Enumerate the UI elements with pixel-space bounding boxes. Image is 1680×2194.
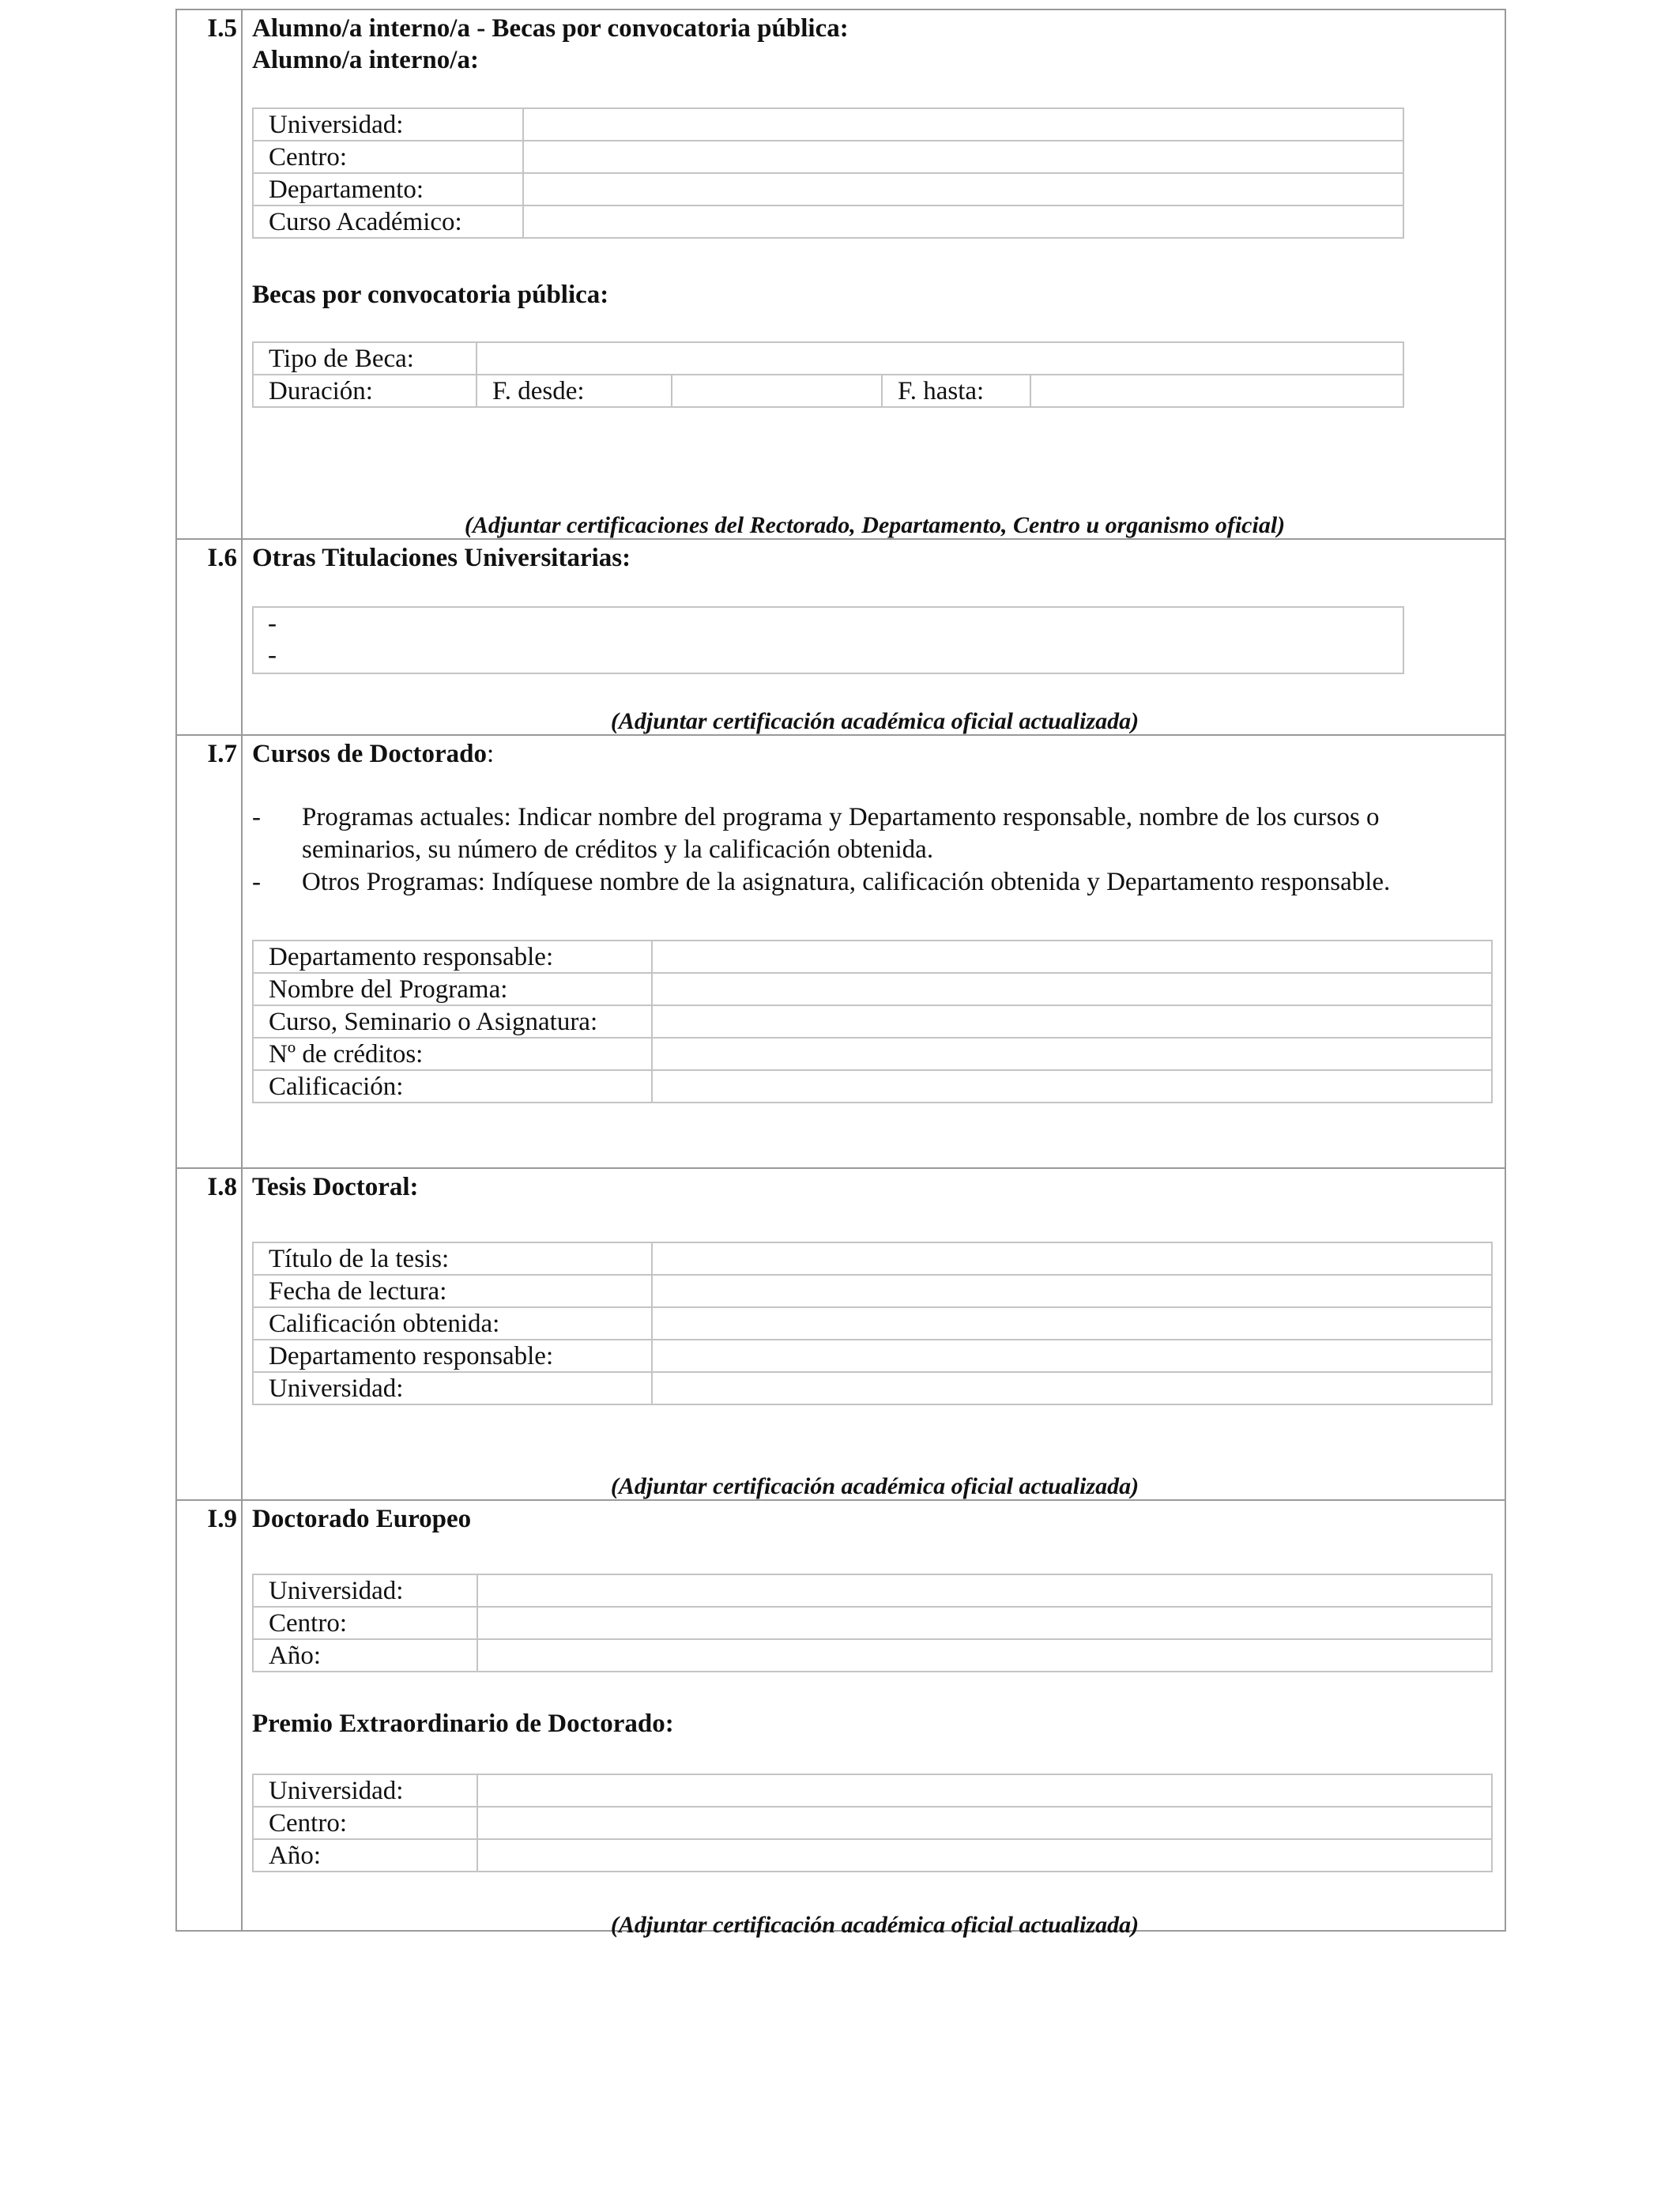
field-value-cell[interactable] — [672, 375, 882, 407]
table-row — [253, 1607, 1492, 1639]
field-label: Centro: — [253, 1607, 477, 1639]
section-subtitle: Alumno/a interno/a: — [252, 46, 479, 74]
field-label: F. desde: — [477, 375, 672, 407]
field-label: Centro: — [253, 141, 523, 173]
table-row — [253, 141, 1403, 173]
table-row — [253, 108, 1403, 141]
field-value-cell[interactable] — [477, 1774, 1492, 1807]
attachment-note: (Adjuntar certificación académica oficial actualizada) — [610, 1473, 1139, 1499]
field-label: Fecha de lectura: — [253, 1275, 652, 1307]
field-label: Departamento responsable: — [253, 941, 652, 973]
field-value-cell[interactable] — [523, 205, 1403, 238]
field-value-cell[interactable] — [652, 1372, 1492, 1404]
table-row — [253, 1307, 1492, 1340]
premio-title: Premio Extraordinario de Doctorado: — [252, 1710, 674, 1738]
field-label: Universidad: — [253, 1372, 652, 1404]
attachment-note: (Adjuntar certificación académica oficial actualizada) — [610, 708, 1139, 734]
instructions-list — [252, 801, 1485, 899]
table-row — [253, 973, 1492, 1005]
field-value-cell[interactable] — [523, 173, 1403, 205]
field-value-cell[interactable] — [652, 973, 1492, 1005]
table-row — [253, 1340, 1492, 1372]
table-row — [253, 1774, 1492, 1807]
table-row — [253, 1839, 1492, 1872]
field-value-cell[interactable] — [523, 108, 1403, 141]
section-i8 — [175, 1167, 1506, 1499]
section-title-suffix: : — [486, 740, 495, 768]
tesis-table — [252, 1242, 1493, 1405]
table-row — [253, 1574, 1492, 1607]
form-table — [175, 9, 1506, 1938]
field-value-cell[interactable] — [652, 1038, 1492, 1070]
bullet-text: Programas actuales: Indicar nombre del programa y Departamento responsable, nombre de los cursos o seminarios, su número de créditos y la calificación obtenida. — [302, 803, 1380, 864]
bullet-marker: - — [252, 803, 261, 831]
table-row — [253, 1070, 1492, 1103]
section-i6 — [175, 538, 1506, 734]
field-value-cell[interactable] — [1030, 375, 1403, 407]
table-row — [253, 342, 1403, 375]
table-row — [253, 1242, 1492, 1275]
section-title: Alumno/a interno/a - Becas por convocatoria pública: — [252, 14, 849, 43]
table-row — [253, 1639, 1492, 1672]
field-label: Duración: — [253, 375, 477, 407]
list-item — [252, 866, 1485, 899]
field-label: Nº de créditos: — [253, 1038, 652, 1070]
field-label: Universidad: — [253, 1774, 477, 1807]
field-label: Curso Académico: — [253, 205, 523, 238]
attachment-note: (Adjuntar certificaciones del Rectorado, Departamento, Centro u organismo oficial) — [464, 512, 1286, 538]
table-row — [253, 1807, 1492, 1839]
field-value-cell[interactable] — [523, 141, 1403, 173]
section-i7 — [175, 734, 1506, 1167]
field-label: F. hasta: — [882, 375, 1030, 407]
field-value-cell[interactable] — [477, 1607, 1492, 1639]
section-title — [252, 738, 494, 770]
list-item: - — [268, 641, 277, 669]
field-label: Calificación: — [253, 1070, 652, 1103]
section-number: I.7 — [207, 740, 237, 768]
section-title: Tesis Doctoral: — [252, 1173, 419, 1201]
field-value-cell[interactable] — [477, 342, 1403, 375]
field-value-cell[interactable] — [477, 1807, 1492, 1839]
field-value-cell[interactable] — [652, 941, 1492, 973]
attachment-note: (Adjuntar certificación académica oficial actualizada) — [610, 1912, 1139, 1938]
section-title: Doctorado Europeo — [252, 1505, 472, 1533]
becas-title: Becas por convocatoria pública: — [252, 281, 609, 309]
section-i9 — [175, 1499, 1506, 1938]
field-label: Centro: — [253, 1807, 477, 1839]
field-label: Título de la tesis: — [253, 1242, 652, 1275]
field-value-cell[interactable] — [652, 1005, 1492, 1038]
field-value-cell[interactable] — [477, 1639, 1492, 1672]
section-number: I.5 — [207, 14, 237, 43]
alumno-interno-table — [252, 107, 1404, 239]
cursos-table — [252, 940, 1493, 1103]
table-row — [253, 205, 1403, 238]
section-number: I.8 — [207, 1173, 237, 1201]
field-label: Departamento: — [253, 173, 523, 205]
table-row — [253, 375, 1403, 407]
table-row — [253, 1038, 1492, 1070]
field-label: Departamento responsable: — [253, 1340, 652, 1372]
field-value-cell[interactable] — [652, 1070, 1492, 1103]
section-title-text: Cursos de Doctorado — [252, 740, 487, 768]
field-label: Universidad: — [253, 1574, 477, 1607]
field-label: Año: — [253, 1639, 477, 1672]
field-value-cell[interactable] — [477, 1839, 1492, 1872]
becas-table — [252, 341, 1404, 408]
field-label: Universidad: — [253, 108, 523, 141]
field-label: Nombre del Programa: — [253, 973, 652, 1005]
section-i5 — [175, 9, 1506, 538]
field-label: Curso, Seminario o Asignatura: — [253, 1005, 652, 1038]
table-row — [253, 941, 1492, 973]
field-value-cell[interactable] — [652, 1242, 1492, 1275]
list-item — [252, 801, 1485, 866]
section-number: I.6 — [207, 544, 237, 572]
table-row — [253, 173, 1403, 205]
section-number: I.9 — [207, 1505, 237, 1533]
premio-table — [252, 1774, 1493, 1872]
table-row — [253, 1005, 1492, 1038]
doctorado-europeo-table — [252, 1574, 1493, 1672]
field-value-cell[interactable] — [652, 1340, 1492, 1372]
bullet-marker: - — [252, 868, 261, 896]
field-value-cell[interactable] — [652, 1307, 1492, 1340]
field-label: Año: — [253, 1839, 477, 1872]
field-label: Tipo de Beca: — [253, 342, 477, 375]
list-item: - — [268, 609, 277, 638]
table-row — [253, 1275, 1492, 1307]
table-row — [253, 1372, 1492, 1404]
field-label: Calificación obtenida: — [253, 1307, 652, 1340]
section-title: Otras Titulaciones Universitarias: — [252, 544, 631, 572]
field-value-cell[interactable] — [477, 1574, 1492, 1607]
field-value-cell[interactable] — [652, 1275, 1492, 1307]
titulaciones-box[interactable] — [252, 606, 1404, 674]
bullet-text: Otros Programas: Indíquese nombre de la asignatura, calificación obtenida y Departamento responsable. — [302, 868, 1391, 896]
